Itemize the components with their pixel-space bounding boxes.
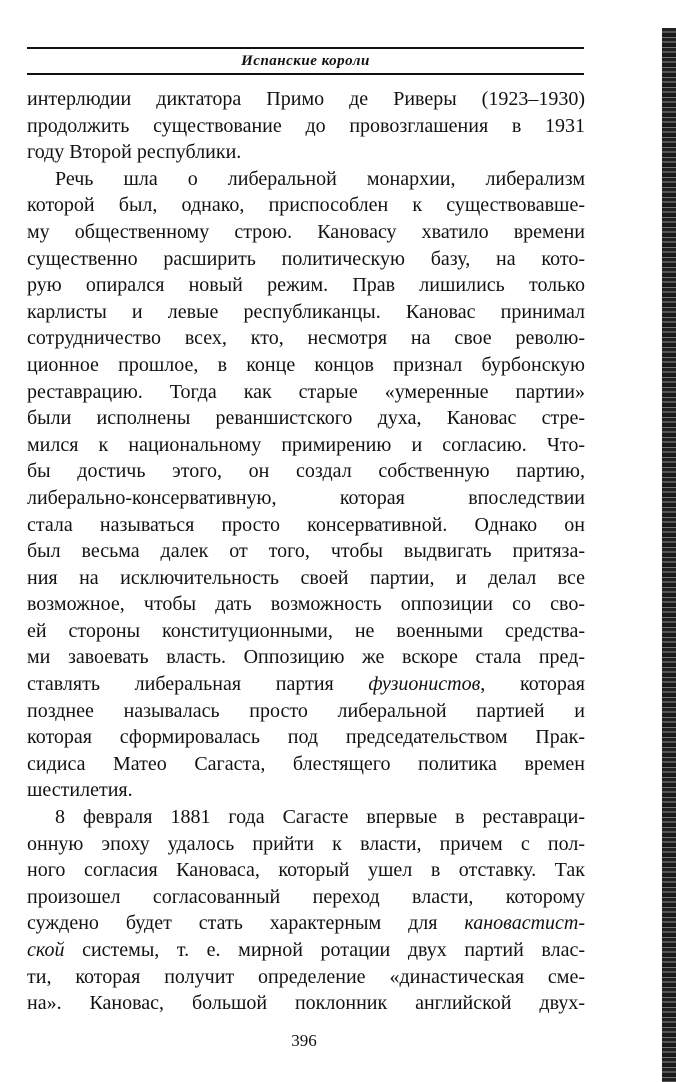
text-line: существенно расширить политическую базу, на кото- xyxy=(27,247,585,270)
text-line: позднее называлась просто либеральной партией и xyxy=(27,699,585,722)
text-line: мился к национальному примирению и согласию. Что- xyxy=(27,433,585,456)
text-line: возможное, чтобы дать возможность оппозиции со сво- xyxy=(27,593,585,616)
text-line: шестилетия. xyxy=(27,779,133,802)
body-text xyxy=(27,86,585,1017)
text-line: Речь шла о либеральной монархии, либерализм xyxy=(55,167,585,190)
text-line: либерально-консервативную, которая впоследствии xyxy=(27,486,585,509)
text-run: системы, т. е. мирной ротации двух партий влас- xyxy=(64,939,585,961)
text-line: рую опирался новый режим. Прав лишились только xyxy=(27,274,585,297)
text-line: бы достичь этого, он создал собственную партию, xyxy=(27,460,585,483)
text-line: сидиса Матео Сагаста, блестящего политика времен xyxy=(27,752,585,775)
text-line: ционное прошлое, в конце концов признал бурбонскую xyxy=(27,353,585,376)
text-line: ей стороны конституционными, не военными средства- xyxy=(27,619,585,642)
text-line: которой был, однако, приспособлен к существовавше- xyxy=(27,194,585,217)
text-line: сотрудничество всех, кто, несмотря на свое револю- xyxy=(27,327,585,350)
text-line: ти, которая получит определение «династическая сме- xyxy=(27,965,585,988)
page-edge-blank xyxy=(662,0,676,28)
text-line: ния на исключительность своей партии, и делал все xyxy=(27,566,585,589)
text-line: му общественному строю. Кановасу хватило времени xyxy=(27,220,585,243)
header-rule-bottom xyxy=(27,73,584,75)
header-rule-top xyxy=(27,47,584,49)
text-line: ми завоевать власть. Оппозицию же вскоре стала пред- xyxy=(27,646,585,669)
text-line: интерлюдии диктатора Примо де Риверы (1923–1930) xyxy=(27,88,585,110)
text-run: ставлять либеральная партия xyxy=(27,673,369,696)
italic-term: фузионистов xyxy=(368,673,481,696)
text-line xyxy=(27,937,585,964)
text-run: суждено будет стать характерным для xyxy=(27,912,465,935)
page-number: 396 xyxy=(291,1031,317,1050)
text-line: ного согласия Кановаса, который ушел в отставку. Так xyxy=(27,859,585,882)
text-line xyxy=(27,910,585,937)
text-line: на». Кановас, большой поклонник английской двух- xyxy=(27,992,585,1015)
text-line: карлисты и левые республиканцы. Кановас принимал xyxy=(27,300,585,323)
italic-term: кановастист- xyxy=(464,912,585,935)
text-line: продолжить существование до провозглашения в 1931 xyxy=(27,114,585,137)
running-head: Испанские короли xyxy=(241,53,370,69)
text-line: 8 февраля 1881 года Сагасте впервые в реставраци- xyxy=(55,806,585,829)
text-line xyxy=(27,671,585,698)
italic-term: ской xyxy=(27,939,65,961)
book-spine-edge xyxy=(662,28,676,1082)
text-line: были исполнены реваншистского духа, Кановас стре- xyxy=(27,407,585,430)
text-line: онную эпоху удалось прийти к власти, причем с пол- xyxy=(27,832,585,855)
text-run: , которая xyxy=(480,673,585,696)
text-line: стала называться просто консервативной. Однако он xyxy=(27,513,585,536)
text-line: произошел согласованный переход власти, которому xyxy=(27,885,585,908)
text-line: был весьма далек от того, чтобы выдвигать притяза- xyxy=(27,540,585,563)
text-line: реставрацию. Тогда как старые «умеренные партии» xyxy=(27,380,585,403)
text-line: году Второй республики. xyxy=(27,141,242,164)
text-line: которая сформировалась под председательством Прак- xyxy=(27,726,585,749)
